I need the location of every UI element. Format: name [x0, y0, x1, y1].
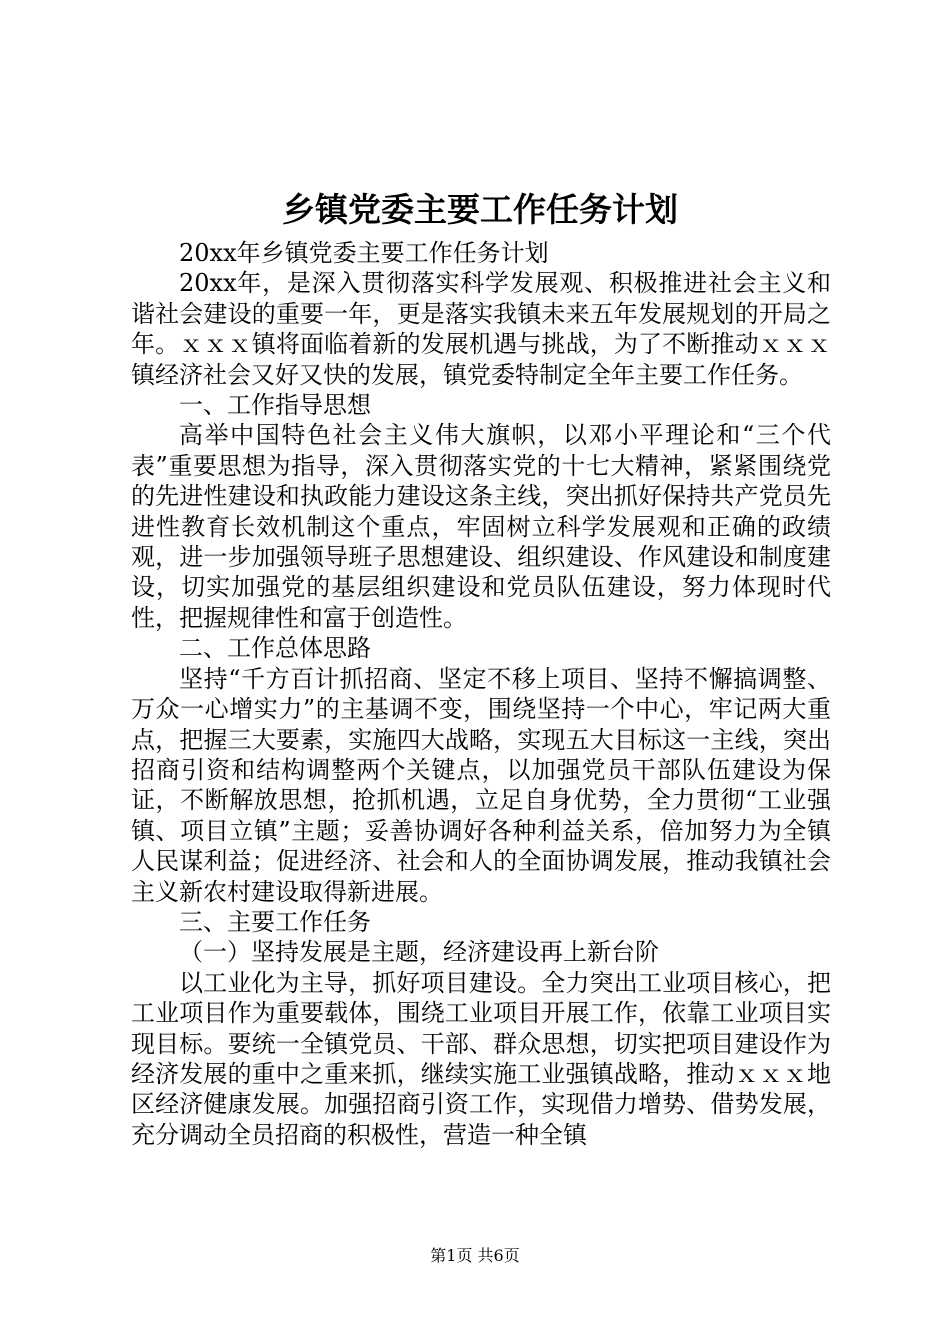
section-heading-overall-approach: 二、工作总体思路 [179, 634, 371, 663]
paragraph-intro: 20xx年，是深入贯彻落实科学发展观、积极推进社会主义和谐社会建设的重要一年，更是落实我镇未来五年发展规划的开局之年。ｘｘｘ镇将面临着新的发展机遇与挑战，为了不断推动ｘｘｘ镇经济社会又好又快的发展，镇党委特制定全年主要工作任务。 [131, 269, 831, 389]
document-body [131, 238, 831, 1150]
subsection-heading-economy: （一）坚持发展是主题，经济建设再上新台阶 [179, 938, 659, 967]
page-footer: 第1页 共6页 [430, 1246, 520, 1265]
paragraph-economy: 以工业化为主导，抓好项目建设。全力突出工业项目核心，把工业项目作为重要载体，围绕工业项目开展工作，依靠工业项目实现目标。要统一全镇党员、干部、群众思想，切实把项目建设作为经济发展的重中之重来抓，继续实施工业强镇战略，推动ｘｘｘ地区经济健康发展。加强招商引资工作，实现借力增势、借势发展，充分调动全员招商的积极性，营造一种全镇 [131, 968, 831, 1149]
section-heading-main-tasks: 三、主要工作任务 [179, 907, 371, 936]
paragraph-subtitle: 20xx年乡镇党委主要工作任务计划 [179, 239, 549, 267]
paragraph-guiding-ideology: 高举中国特色社会主义伟大旗帜，以邓小平理论和“三个代表”重要思想为指导，深入贯彻落实党的十七大精神，紧紧围绕党的先进性建设和执政能力建设这条主线，突出抓好保持共产党员先进性教育长效机制这个重点，牢固树立科学发展观和正确的政绩观，进一步加强领导班子思想建设、组织建设、作风建设和制度建设，切实加强党的基层组织建设和党员队伍建设，努力体现时代性，把握规律性和富于创造性。 [131, 421, 831, 632]
section-heading-guiding-ideology: 一、工作指导思想 [179, 391, 371, 420]
document-title: 乡镇党委主要工作任务计划 [282, 190, 678, 229]
paragraph-overall-approach: 坚持“千方百计抓招商、坚定不移上项目、坚持不懈搞调整、万众一心增实力”的主基调不变，围绕坚持一个中心，牢记两大重点，把握三大要素，实施四大战略，实现五大目标这一主线，突出招商引资和结构调整两个关键点，以加强党员干部队伍建设为保证，不断解放思想，抢抓机遇，立足自身优势，全力贯彻“工业强镇、项目立镇”主题；妥善协调好各种利益关系，倍加努力为全镇人民谋利益；促进经济、社会和人的全面协调发展，推动我镇社会主义新农村建设取得新进展。 [131, 664, 831, 906]
